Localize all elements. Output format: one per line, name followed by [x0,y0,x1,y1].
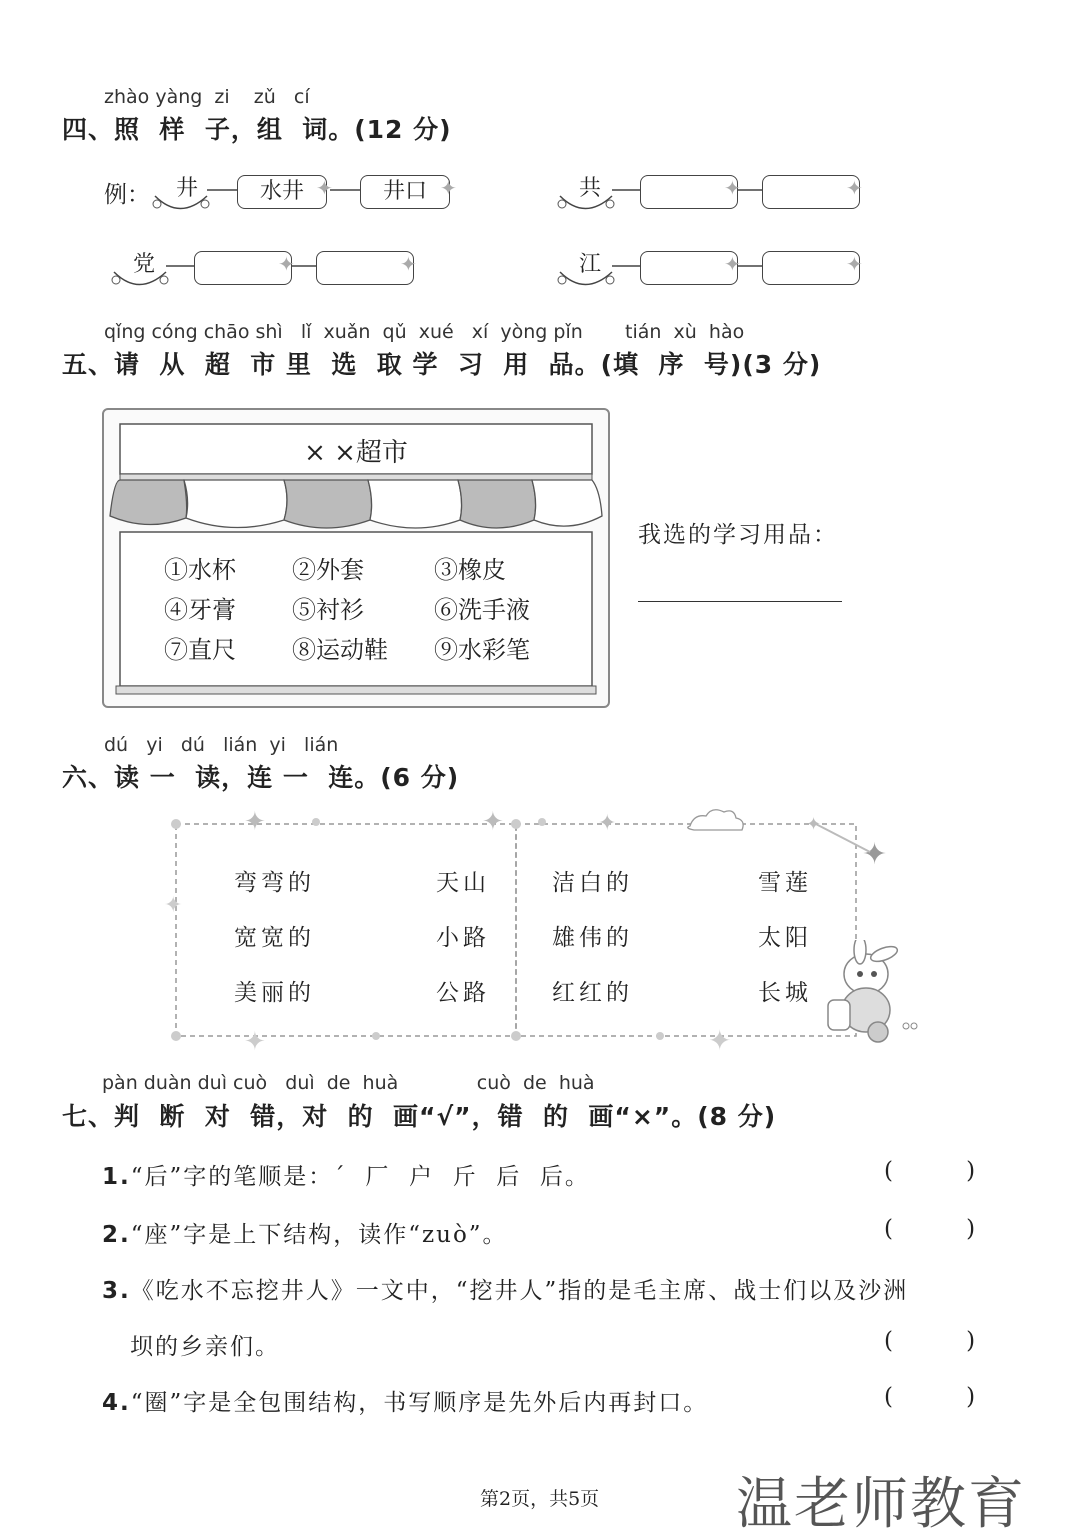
match-right-adj[interactable]: 红红的 [552,980,633,1006]
answer-label: 我选的学习用品： [638,522,838,548]
svg-text:✦: ✦ [806,814,822,835]
svg-text:✦: ✦ [598,811,617,836]
page-number: 第2页，共5页 [480,1488,600,1510]
svg-text:✦: ✦ [244,807,266,837]
goods-item: ④牙膏 [164,596,236,624]
match-left-noun[interactable]: 公路 [436,980,490,1006]
question-3-continued: 坝的乡亲们。 [130,1334,280,1360]
section5-title: 五、请 从 超 市 里 选 取 学 习 用 品。(填 序 号)(3 分) [62,350,822,379]
example-label: 例： [104,182,150,208]
item-char-dang: 党 [132,252,155,277]
section7-title: 七、判 断 对 错，对 的 画“√”，错 的 画“×”。(8 分) [62,1102,777,1131]
section6-title: 六、读 一 读，连 一 连。(6 分) [62,763,460,792]
question-3: 3.《吃水不忘挖井人》一文中，“挖井人”指的是毛主席、战士们以及沙洲 [102,1278,909,1304]
match-right-adj[interactable]: 洁白的 [552,870,633,896]
supermarket-frame [102,408,610,708]
goods-item: ③橡皮 [434,556,506,584]
match-right-noun[interactable]: 太阳 [758,925,812,951]
match-left-adj[interactable]: 弯弯的 [234,870,315,896]
answer-paren[interactable]: ( ) [884,1384,976,1410]
question-2: 2.“座”字是上下结构，读作“zuò”。 [102,1222,508,1248]
goods-item: ②外套 [292,556,364,584]
answer-paren[interactable]: ( ) [884,1216,976,1242]
star-icon: ✦ [400,252,417,276]
rabbit-illustration [820,940,920,1050]
answer-paren[interactable]: ( ) [884,1328,976,1354]
match-left-adj[interactable]: 美丽的 [234,980,315,1006]
question-4: 4.“圈”字是全包围结构，书写顺序是先外后内再封口。 [102,1390,709,1416]
star-icon: ✦ [724,176,741,200]
svg-text:✦: ✦ [708,1024,732,1057]
star-icon: ✦ [316,176,333,200]
watermark: 温老师教育 [736,1472,1026,1537]
svg-text:✦: ✦ [862,837,888,872]
item-char-jiang: 江 [578,252,601,277]
goods-item: ⑤衬衫 [292,596,364,624]
star-icon: ✦ [846,176,863,200]
section4-title: 四、照 样 子，组 词。(12 分) [62,115,452,144]
svg-text:✦: ✦ [244,1027,266,1057]
match-left-adj[interactable]: 宽宽的 [234,925,315,951]
goods-item: ⑦直尺 [164,636,236,664]
section7-pinyin: pàn duàn duì cuò duì de huà cuò de huà [102,1072,595,1094]
star-icon: ✦ [846,252,863,276]
question-1: 1.“后”字的笔顺是：ˊ 厂 户 斤 后 后。 [102,1164,590,1190]
svg-text:✦: ✦ [164,893,183,918]
star-icon: ✦ [440,176,457,200]
match-left-noun[interactable]: 小路 [436,925,490,951]
answer-line[interactable] [638,600,842,602]
match-right-noun[interactable]: 长城 [758,980,812,1006]
goods-item: ⑧运动鞋 [292,636,388,664]
match-left-noun[interactable]: 天山 [436,870,490,896]
goods-item: ⑥洗手液 [434,596,530,624]
star-icon: ✦ [278,252,295,276]
section5-pinyin: qǐng cóng chāo shì lǐ xuǎn qǔ xué xí yòng pǐn tián xù hào [104,321,745,343]
match-right-adj[interactable]: 雄伟的 [552,925,633,951]
goods-item: ①水杯 [164,556,236,584]
example-char: 井 [175,176,198,201]
section4-pinyin: zhào yàng zi zǔ cí [104,86,310,108]
svg-text:✦: ✦ [482,807,504,837]
match-right-noun[interactable]: 雪莲 [758,870,812,896]
star-icon: ✦ [724,252,741,276]
example-word-2: 井口 [360,175,450,209]
market-name: × ×超市 [304,438,408,468]
section6-pinyin: dú yi dú lián yi lián [104,734,339,756]
answer-paren[interactable]: ( ) [884,1158,976,1184]
example-word-1: 水井 [237,175,327,209]
goods-item: ⑨水彩笔 [434,636,530,664]
item-char-gong: 共 [578,176,601,201]
